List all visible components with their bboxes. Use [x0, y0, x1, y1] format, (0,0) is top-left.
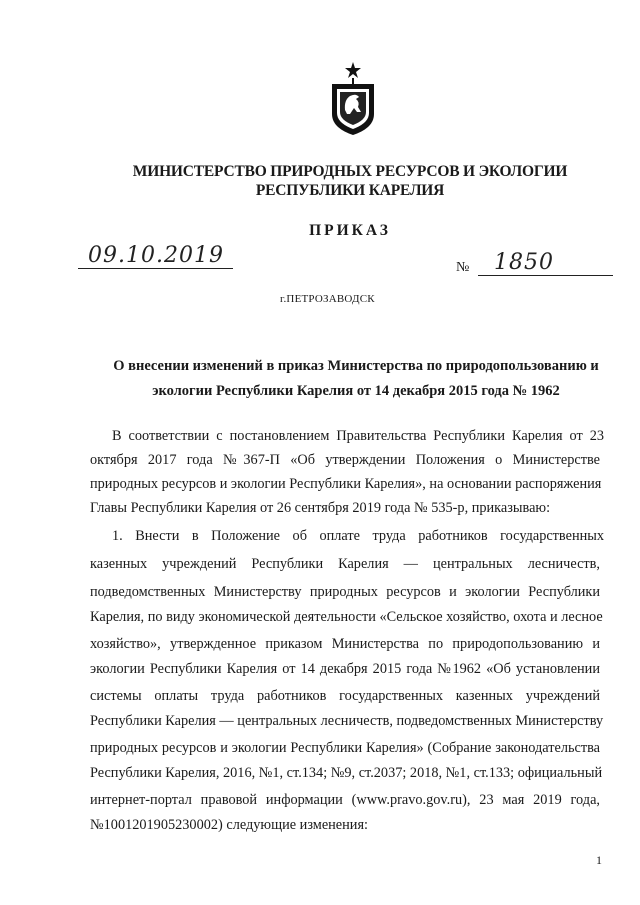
page-number: 1 [596, 853, 602, 867]
document-type: ПРИКАЗ [309, 222, 391, 239]
body-line: интернет-портал правовой информации (www.pravo.gov.ru), 23 мая 2019 года, [90, 792, 600, 808]
body-line: №1001201905230002) следующие изменения: [90, 817, 369, 833]
subject-line-2: экологии Республики Карелия от 14 декабря 2015 года № 1962 [152, 383, 560, 399]
body-line: 1. Внести в Положение об оплате труда работников государственных [112, 528, 604, 544]
number-underline [478, 275, 613, 276]
subject-line-1: О внесении изменений в приказ Министерства по природопользованию и [113, 358, 599, 374]
date-underline [78, 268, 233, 269]
body-line: системы оплаты труда работников государственных казенных учреждений [90, 688, 600, 704]
body-line: казенных учреждений Республики Карелия — центральных лесничеств, [90, 556, 600, 572]
body-line: хозяйство», утвержденное приказом Министерства по природопользованию и [90, 636, 600, 652]
body-line: Республики Карелия — центральных лесничеств, подведомственных Министерству [90, 713, 604, 729]
order-number: 1850 [494, 250, 554, 275]
body-line: октября 2017 года №367-П «Об утверждении Положения о Министерстве [90, 452, 600, 468]
order-date: 09.10.2019 [88, 243, 224, 268]
body-line: природных ресурсов и экологии Республики Карелия» (Собрание законодательства [90, 740, 600, 756]
ministry-name-line-2: РЕСПУБЛИКИ КАРЕЛИЯ [255, 182, 445, 199]
number-label: № [456, 260, 470, 275]
body-line: экологии Республики Карелия от 14 декабря 2015 года №1962 «Об установлении [90, 661, 600, 677]
body-line: Республики Карелия, 2016, №1, ст.134; №9, ст.2037; 2018, №1, ст.133; официальный [90, 765, 603, 781]
body-line: подведомственных Министерству природных ресурсов и экологии Республики [90, 584, 600, 600]
city-name: г.ПЕТРОЗАВОДСК [280, 293, 375, 305]
ministry-name-line-1: МИНИСТЕРСТВО ПРИРОДНЫХ РЕСУРСОВ И ЭКОЛОГИИ [132, 163, 568, 180]
body-line: природных ресурсов и экологии Республики Карелия», на основании распоряжения [90, 476, 602, 492]
body-line: В соответствии с постановлением Правительства Республики Карелия от 23 [112, 428, 604, 444]
body-line: Главы Республики Карелия от 26 сентября 2019 года № 535-р, приказываю: [90, 500, 551, 516]
body-line: Карелия, по виду экономической деятельности «Сельское хозяйство, охота и лесное [90, 609, 603, 625]
karelia-coat-of-arms-icon [326, 62, 380, 136]
